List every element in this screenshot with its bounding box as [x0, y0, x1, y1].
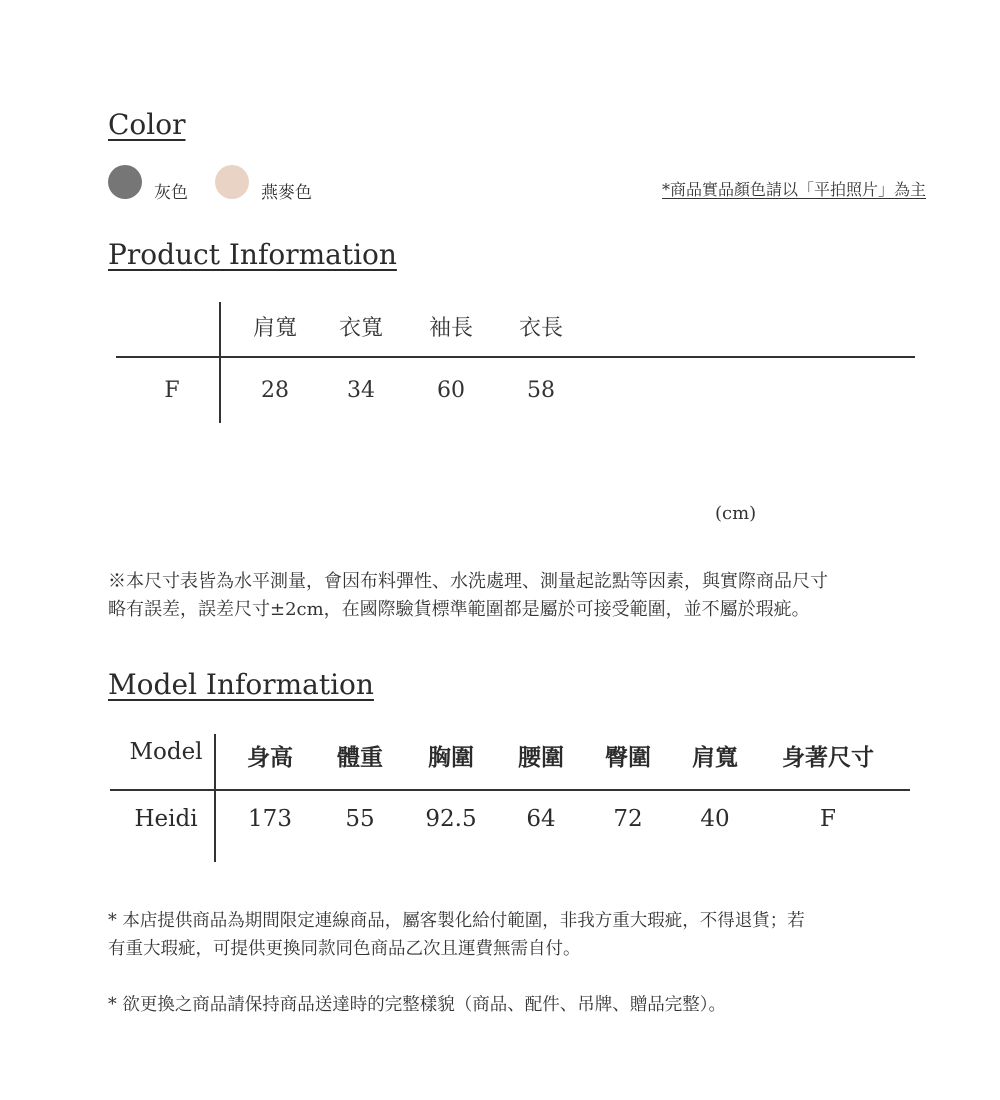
model-name: Heidi	[134, 806, 198, 832]
return-policy-line1: * 本店提供商品為期間限定連線商品，屬客製化給付範圍，非我方重大瑕疵，不得退貨；若	[108, 911, 805, 931]
model-header-shoulder: 肩寬	[692, 744, 738, 771]
model-waist-value: 64	[526, 806, 556, 832]
model-weight-value: 55	[345, 806, 375, 832]
model-wearing-size-value: F	[820, 806, 836, 832]
model-hip-value: 72	[613, 806, 643, 832]
size-disclaimer-line1: ※本尺寸表皆為水平測量，會因布料彈性、水洗處理、測量起訖點等因素，與實際商品尺寸	[108, 571, 828, 592]
swatch-gray[interactable]	[108, 165, 142, 199]
swatch-gray-label: 灰色	[154, 183, 188, 203]
product-header-length: 衣長	[518, 316, 564, 341]
size-disclaimer-line2: 略有誤差，誤差尺寸±2cm，在國際驗貨標準範圍都是屬於可接受範圍，並不屬於瑕疵。	[108, 599, 810, 620]
swatch-oatmeal-label: 燕麥色	[261, 183, 312, 203]
color-heading: Color	[108, 108, 186, 141]
product-value-length: 58	[527, 378, 555, 403]
product-header-sleeve: 袖長	[428, 316, 474, 341]
model-header-waist: 腰圍	[518, 744, 564, 771]
product-header-chest: 衣寬	[338, 316, 384, 341]
product-table-vertical-rule	[219, 302, 221, 423]
color-note: *商品實品顏色請以「平拍照片」為主	[661, 180, 926, 199]
model-table-vertical-rule	[214, 734, 216, 862]
return-policy-note	[108, 907, 928, 963]
return-policy-line2: 有重大瑕疵，可提供更換同款同色商品乙次且運費無需自付。	[108, 939, 581, 959]
model-table-horizontal-rule	[110, 789, 910, 791]
model-header-weight: 體重	[337, 744, 383, 771]
product-row-size: F	[164, 378, 180, 403]
model-header-bust: 胸圍	[428, 744, 474, 771]
product-header-shoulder: 肩寬	[252, 316, 298, 341]
exchange-condition-note: * 欲更換之商品請保持商品送達時的完整樣貌（商品、配件、吊牌、贈品完整）。	[108, 995, 727, 1015]
model-shoulder-value: 40	[700, 806, 730, 832]
size-disclaimer	[108, 568, 928, 624]
model-header-wearing-size: 身著尺寸	[782, 744, 874, 771]
model-bust-value: 92.5	[425, 806, 477, 832]
product-value-shoulder: 28	[261, 378, 289, 403]
product-info-heading: Product Information	[108, 238, 397, 271]
swatch-oatmeal[interactable]	[215, 165, 249, 199]
model-header-hip: 臀圍	[605, 744, 651, 771]
model-header-height: 身高	[247, 744, 293, 771]
unit-label: (cm)	[715, 503, 757, 524]
model-info-heading: Model Information	[108, 668, 374, 701]
model-height-value: 173	[248, 806, 292, 832]
product-value-chest: 34	[347, 378, 375, 403]
product-table-horizontal-rule	[116, 356, 915, 358]
model-header-name: Model	[129, 739, 203, 765]
product-value-sleeve: 60	[437, 378, 465, 403]
